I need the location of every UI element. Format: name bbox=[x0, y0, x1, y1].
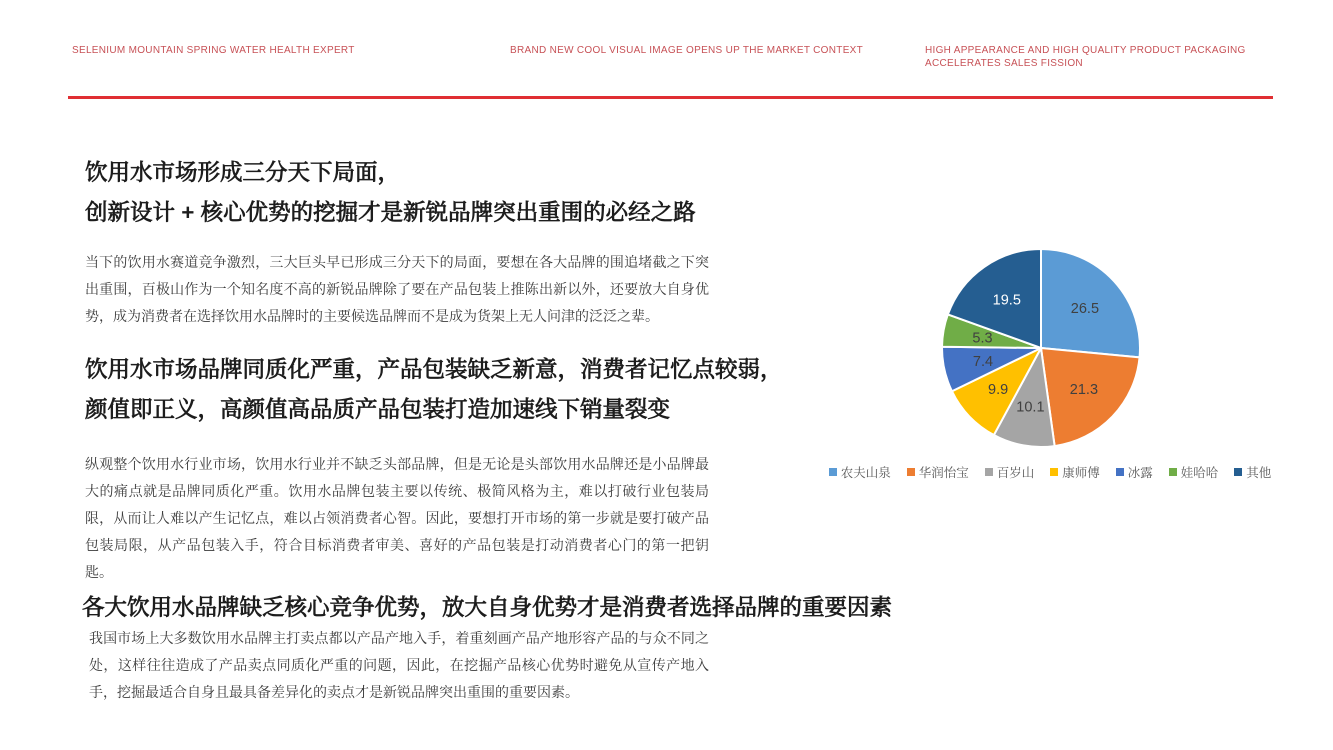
header-tagline-packaging bbox=[925, 44, 1270, 70]
section2-heading-line1: 饮用水市场品牌同质化严重，产品包装缺乏新意，消费者记忆点较弱， bbox=[85, 357, 783, 382]
market-share-pie-chart bbox=[820, 238, 1280, 481]
legend-item-其他 bbox=[1234, 463, 1271, 481]
legend-swatch-icon bbox=[1050, 468, 1058, 476]
legend-swatch-icon bbox=[829, 468, 837, 476]
pie-data-label-娃哈哈: 5.3 bbox=[972, 330, 993, 347]
section2-body: 纵观整个饮用水行业市场，饮用水行业并不缺乏头部品牌，但是无论是头部饮用水品牌还是小品牌最大的痛点就是品牌同质化严重。饮用水品牌包装主要以传统、极简风格为主，难以打破行业包装局限，从而让人难以产生记忆点，难以占领消费者心智。因此，要想打开市场的第一步就是要打破产品包装局限，从产品包装入手，符合目标消费者审美、喜好的产品包装是打动消费者心门的第一把钥匙。 bbox=[85, 456, 709, 580]
legend-label: 娃哈哈 bbox=[1180, 466, 1219, 480]
legend-item-娃哈哈 bbox=[1169, 463, 1219, 481]
legend-label: 华润怡宝 bbox=[918, 466, 969, 480]
pie-data-label-康师傅: 9.9 bbox=[988, 382, 1009, 399]
section3-body: 我国市场上大多数饮用水品牌主打卖点都以产品产地入手，着重刻画产品产地形容产品的与众不同之处，这样往往造成了产品卖点同质化严重的问题，因此，在挖掘产品核心优势时避免从宣传产地入手，挖掘最适合自身且最具备差异化的卖点才是新锐品牌突出重围的重要因素。 bbox=[89, 630, 709, 700]
legend-label: 冰露 bbox=[1127, 466, 1153, 480]
pie-chart-legend bbox=[820, 463, 1280, 481]
legend-swatch-icon bbox=[907, 468, 915, 476]
section2-heading bbox=[85, 350, 783, 430]
pie-data-label-冰露: 7.4 bbox=[972, 354, 994, 370]
legend-item-冰露 bbox=[1116, 463, 1153, 481]
section2-heading-line2: 颜值即正义，高颜值高品质产品包装打造加速线下销量裂变 bbox=[85, 397, 671, 422]
pie-chart-svg bbox=[931, 238, 1151, 458]
legend-swatch-icon bbox=[1116, 468, 1124, 476]
legend-swatch-icon bbox=[1169, 468, 1177, 476]
section3-heading bbox=[82, 588, 892, 628]
section1-heading-line2: 创新设计 + 核心优势的挖掘才是新锐品牌突出重围的必经之路 bbox=[85, 200, 696, 225]
legend-label: 百岁山 bbox=[996, 466, 1035, 480]
legend-item-百岁山 bbox=[985, 463, 1035, 481]
pie-data-label-华润怡宝: 21.3 bbox=[1069, 382, 1099, 399]
legend-item-农夫山泉 bbox=[829, 463, 891, 481]
header-tagline-visual-image: BRAND NEW COOL VISUAL IMAGE OPENS UP THE MARKET CONTEXT bbox=[510, 45, 864, 56]
legend-label: 其他 bbox=[1246, 466, 1272, 480]
legend-item-华润怡宝 bbox=[907, 463, 969, 481]
section1-heading bbox=[85, 153, 696, 233]
section1-heading-line1: 饮用水市场形成三分天下局面， bbox=[85, 160, 401, 185]
legend-swatch-icon bbox=[1234, 468, 1242, 476]
legend-label: 农夫山泉 bbox=[840, 466, 891, 480]
pie-data-label-百岁山: 10.1 bbox=[1016, 399, 1045, 416]
header-tagline-packaging-line2: ACCELERATES SALES FISSION bbox=[925, 58, 1083, 69]
header-tagline-selenium: SELENIUM MOUNTAIN SPRING WATER HEALTH EXPERT bbox=[72, 45, 355, 56]
pie-data-label-其他: 19.5 bbox=[992, 292, 1021, 309]
legend-label: 康师傅 bbox=[1062, 466, 1100, 480]
header-tagline-packaging-line1: HIGH APPEARANCE AND HIGH QUALITY PRODUCT PACKAGING bbox=[925, 45, 1246, 56]
legend-swatch-icon bbox=[985, 468, 993, 476]
pie-data-label-农夫山泉: 26.5 bbox=[1070, 301, 1100, 317]
section3-heading-line1: 各大饮用水品牌缺乏核心竞争优势，放大自身优势才是消费者选择品牌的重要因素 bbox=[82, 595, 893, 620]
legend-item-康师傅 bbox=[1050, 463, 1100, 481]
section1-body: 当下的饮用水赛道竞争激烈，三大巨头早已形成三分天下的局面，要想在各大品牌的围追堵截之下突出重围，百极山作为一个知名度不高的新锐品牌除了要在产品包装上推陈出新以外，还要放大自身优势，成为消费者在选择饮用水品牌时的主要候选品牌而不是成为货架上无人问津的泛泛之辈。 bbox=[85, 254, 709, 324]
header-divider-line bbox=[68, 96, 1273, 99]
